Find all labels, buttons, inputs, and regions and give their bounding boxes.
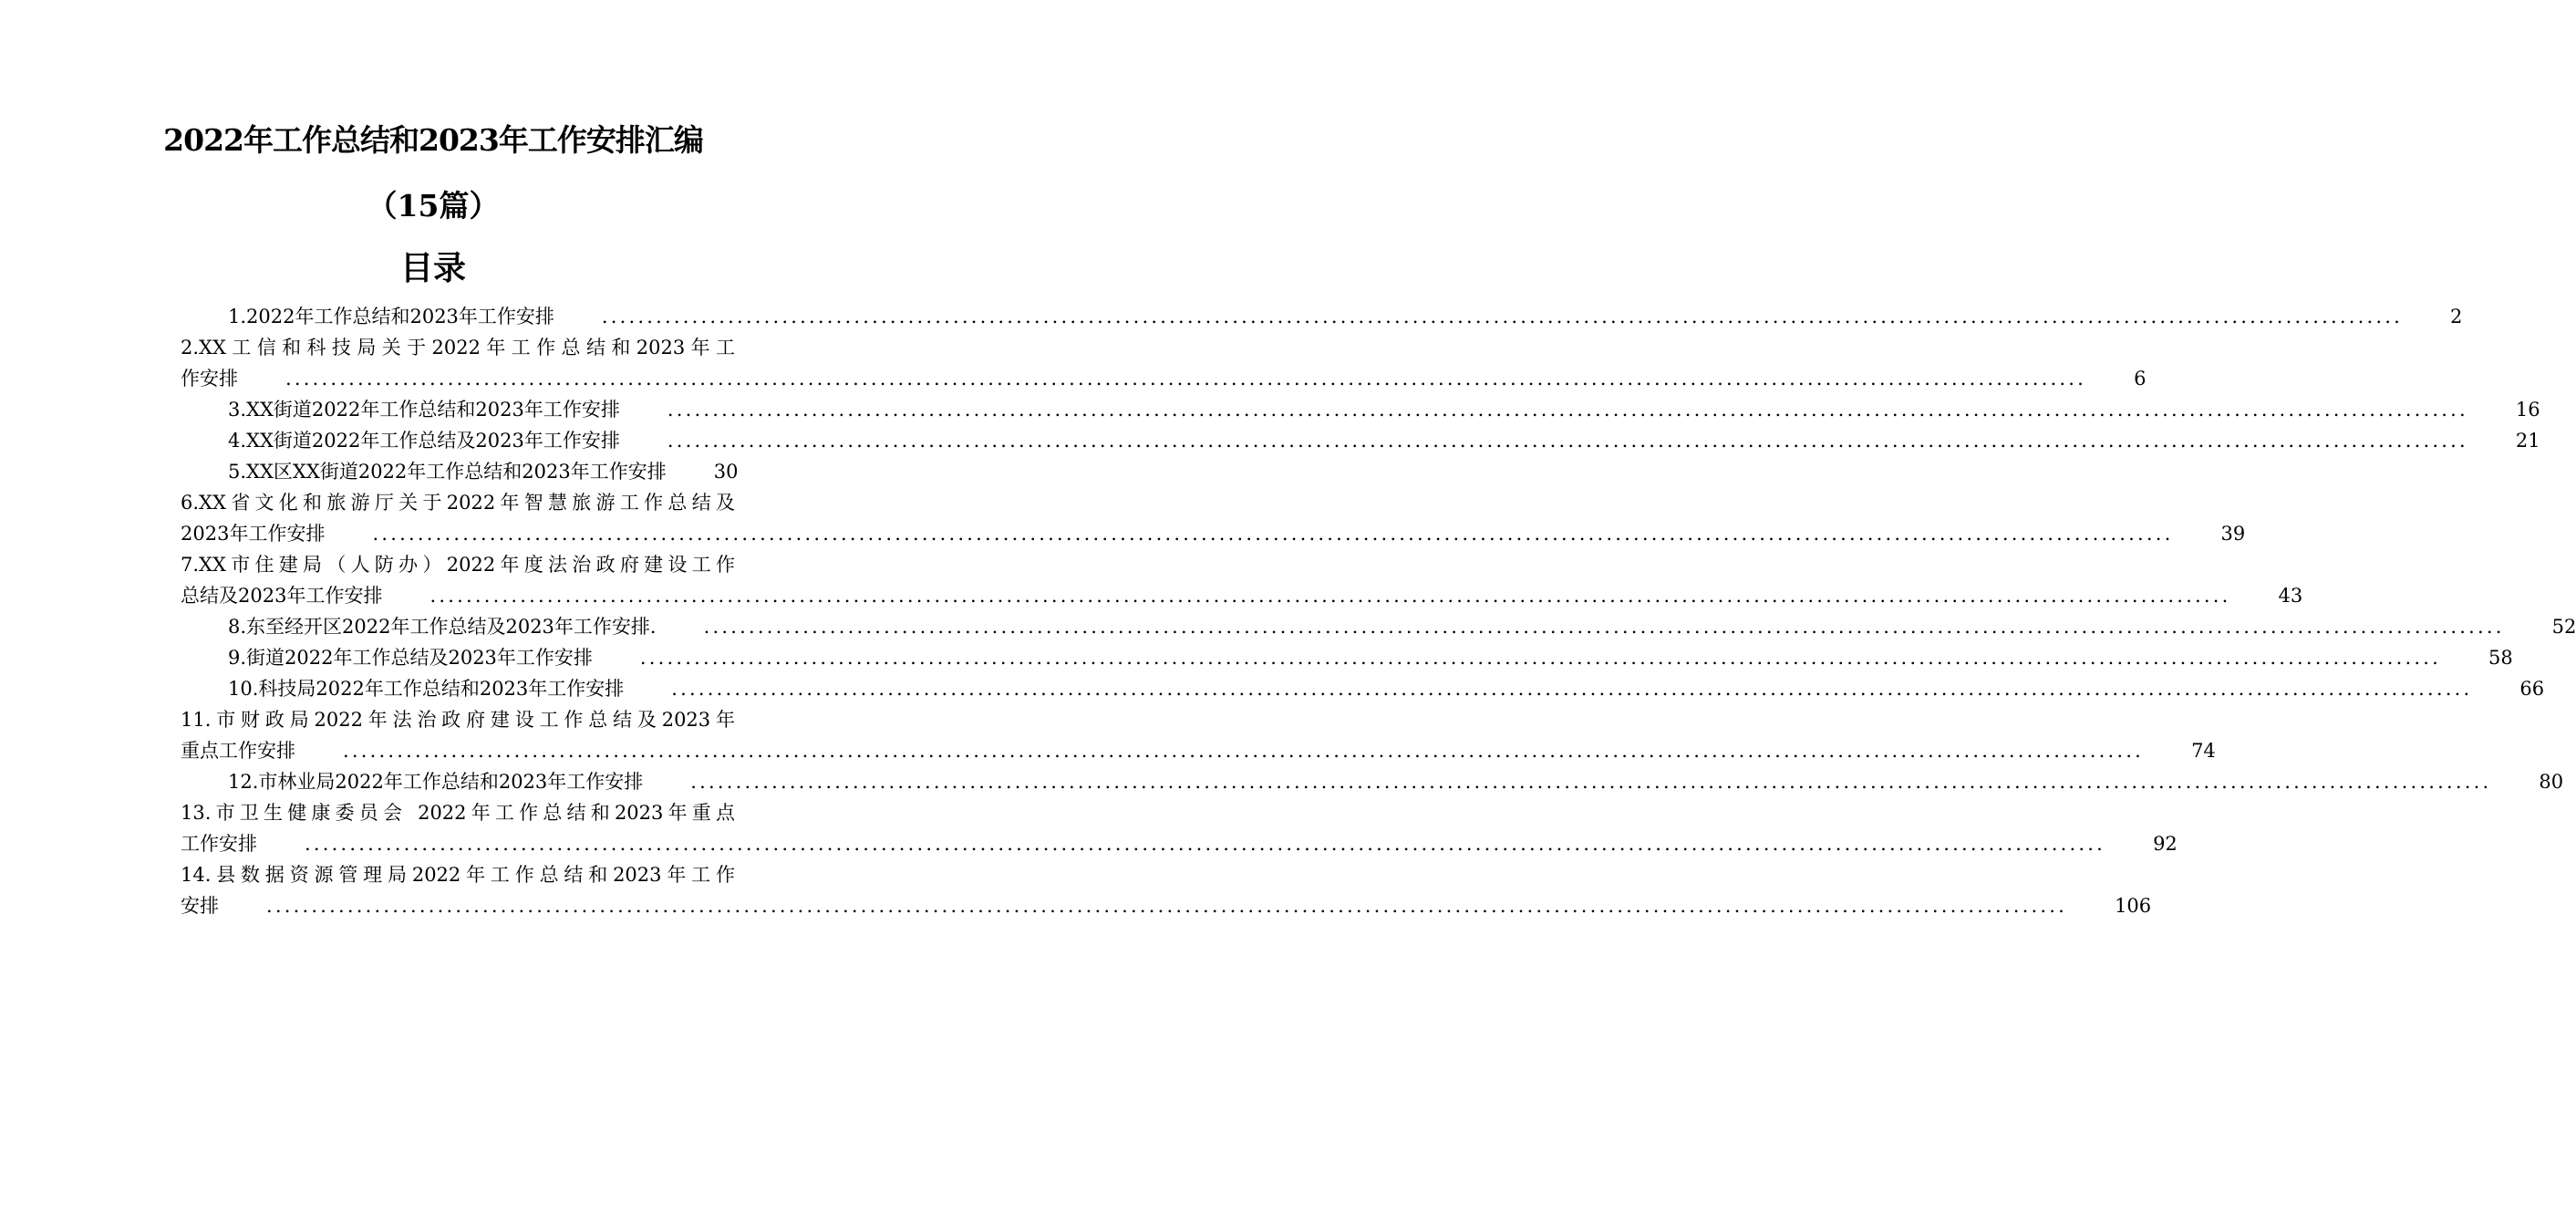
toc-entry[interactable] — [133, 394, 2540, 425]
toc-entry-text: 4.XX街道2022年工作总结及2023年工作安排 — [228, 430, 620, 452]
toc-entry-text: 11.市财政局2022年法治政府建设工作总结及2023年 — [181, 709, 735, 731]
toc-entry-text: 重点工作安排 — [181, 740, 295, 762]
table-of-contents — [133, 301, 2576, 921]
toc-page-number: 2 — [2449, 306, 2463, 327]
toc-entry[interactable] — [133, 301, 2463, 332]
toc-entry-text: 5.XX区XX街道2022年工作总结和2023年工作安排 — [228, 461, 667, 483]
toc-entry[interactable] — [133, 456, 739, 487]
document-subtitle: （15篇） — [367, 188, 500, 223]
toc-entry[interactable] — [133, 611, 2576, 642]
toc-entry[interactable] — [133, 642, 2513, 673]
toc-leader-dots: ........................................................................................................................................................................................................ — [690, 771, 2492, 793]
toc-leader-dots: ........................................................................................................................................................................................................ — [667, 430, 2468, 452]
toc-leader-dots: ........................................................................................................................................................................................................ — [429, 585, 2231, 607]
toc-page-number: 16 — [2515, 399, 2540, 421]
toc-leader-dots: ........................................................................................................................................................................................................ — [285, 368, 2087, 390]
toc-entry-text: 安排 — [181, 895, 219, 917]
toc-leader-dots: ........................................................................................................................................................................................................ — [343, 740, 2145, 762]
toc-leader-dots: ........................................................................................................................................................................................................ — [667, 399, 2468, 421]
toc-page-number: 30 — [713, 461, 739, 483]
toc-entry-text: 工作安排 — [181, 833, 257, 855]
toc-page-number: 52 — [2551, 616, 2576, 638]
toc-page-number: 106 — [2115, 895, 2152, 917]
toc-entry[interactable] — [133, 704, 2216, 766]
toc-entry-text: 12.市林业局2022年工作总结和2023年工作安排 — [228, 771, 644, 793]
toc-leader-dots: ........................................................................................................................................................................................................ — [671, 678, 2473, 700]
toc-page-number: 21 — [2515, 430, 2540, 452]
toc-entry[interactable] — [133, 673, 2545, 704]
toc-page-number: 39 — [2220, 523, 2246, 545]
toc-entry-text: 7.XX市住建局（人防办）2022年度法治政府建设工作 — [181, 554, 735, 576]
toc-entry-text: 9.街道2022年工作总结及2023年工作安排 — [228, 647, 593, 669]
document-title: 2022年工作总结和2023年工作安排汇编 — [163, 122, 703, 158]
toc-entry[interactable] — [133, 425, 2540, 456]
toc-page-number: 74 — [2191, 740, 2216, 762]
toc-entry[interactable] — [133, 549, 2303, 611]
toc-heading: 目录 — [399, 249, 466, 287]
toc-entry[interactable] — [133, 487, 2246, 549]
toc-page-number: 6 — [2134, 368, 2147, 390]
toc-entry[interactable] — [133, 766, 2564, 797]
toc-entry-text: 2023年工作安排 — [181, 523, 326, 545]
toc-page-number: 58 — [2488, 647, 2513, 669]
toc-page-number: 80 — [2539, 771, 2564, 793]
toc-entry-text: 14.县数据资源管理局2022年工作总结和2023年工作 — [181, 864, 735, 886]
toc-leader-dots: ........................................................................................................................................................................................................ — [639, 647, 2441, 669]
toc-page-number: 43 — [2278, 585, 2303, 607]
toc-entry-text: 6.XX省文化和旅游厅关于2022年智慧旅游工作总结及 — [181, 492, 735, 514]
toc-entry-text: 2.XX工信和科技局关于2022年工作总结和2023年工 — [181, 337, 735, 358]
toc-entry-text: 8.东至经开区2022年工作总结及2023年工作安排. — [228, 616, 657, 638]
toc-entry-text: 1.2022年工作总结和2023年工作安排 — [228, 306, 554, 327]
toc-entry-text: 13.市卫生健康委员会 2022年工作总结和2023年重点 — [181, 802, 735, 824]
toc-entry[interactable] — [133, 797, 2178, 859]
toc-entry-text: 3.XX街道2022年工作总结和2023年工作安排 — [228, 399, 620, 421]
toc-page-number: 66 — [2519, 678, 2545, 700]
toc-leader-dots: ........................................................................................................................................................................................................ — [703, 616, 2505, 638]
toc-entry[interactable] — [133, 859, 2152, 921]
toc-entry-text: 10.科技局2022年工作总结和2023年工作安排 — [228, 678, 625, 700]
toc-entry[interactable] — [133, 332, 2147, 394]
toc-leader-dots: ........................................................................................................................................................................................................ — [601, 306, 2403, 327]
toc-leader-dots: ........................................................................................................................................................................................................ — [372, 523, 2174, 545]
toc-entry-text: 总结及2023年工作安排 — [181, 585, 383, 607]
toc-page-number: 92 — [2153, 833, 2178, 855]
toc-entry-text: 作安排 — [181, 368, 238, 390]
toc-leader-dots: ........................................................................................................................................................................................................ — [266, 895, 2068, 917]
toc-leader-dots: ........................................................................................................................................................................................................ — [305, 833, 2106, 855]
